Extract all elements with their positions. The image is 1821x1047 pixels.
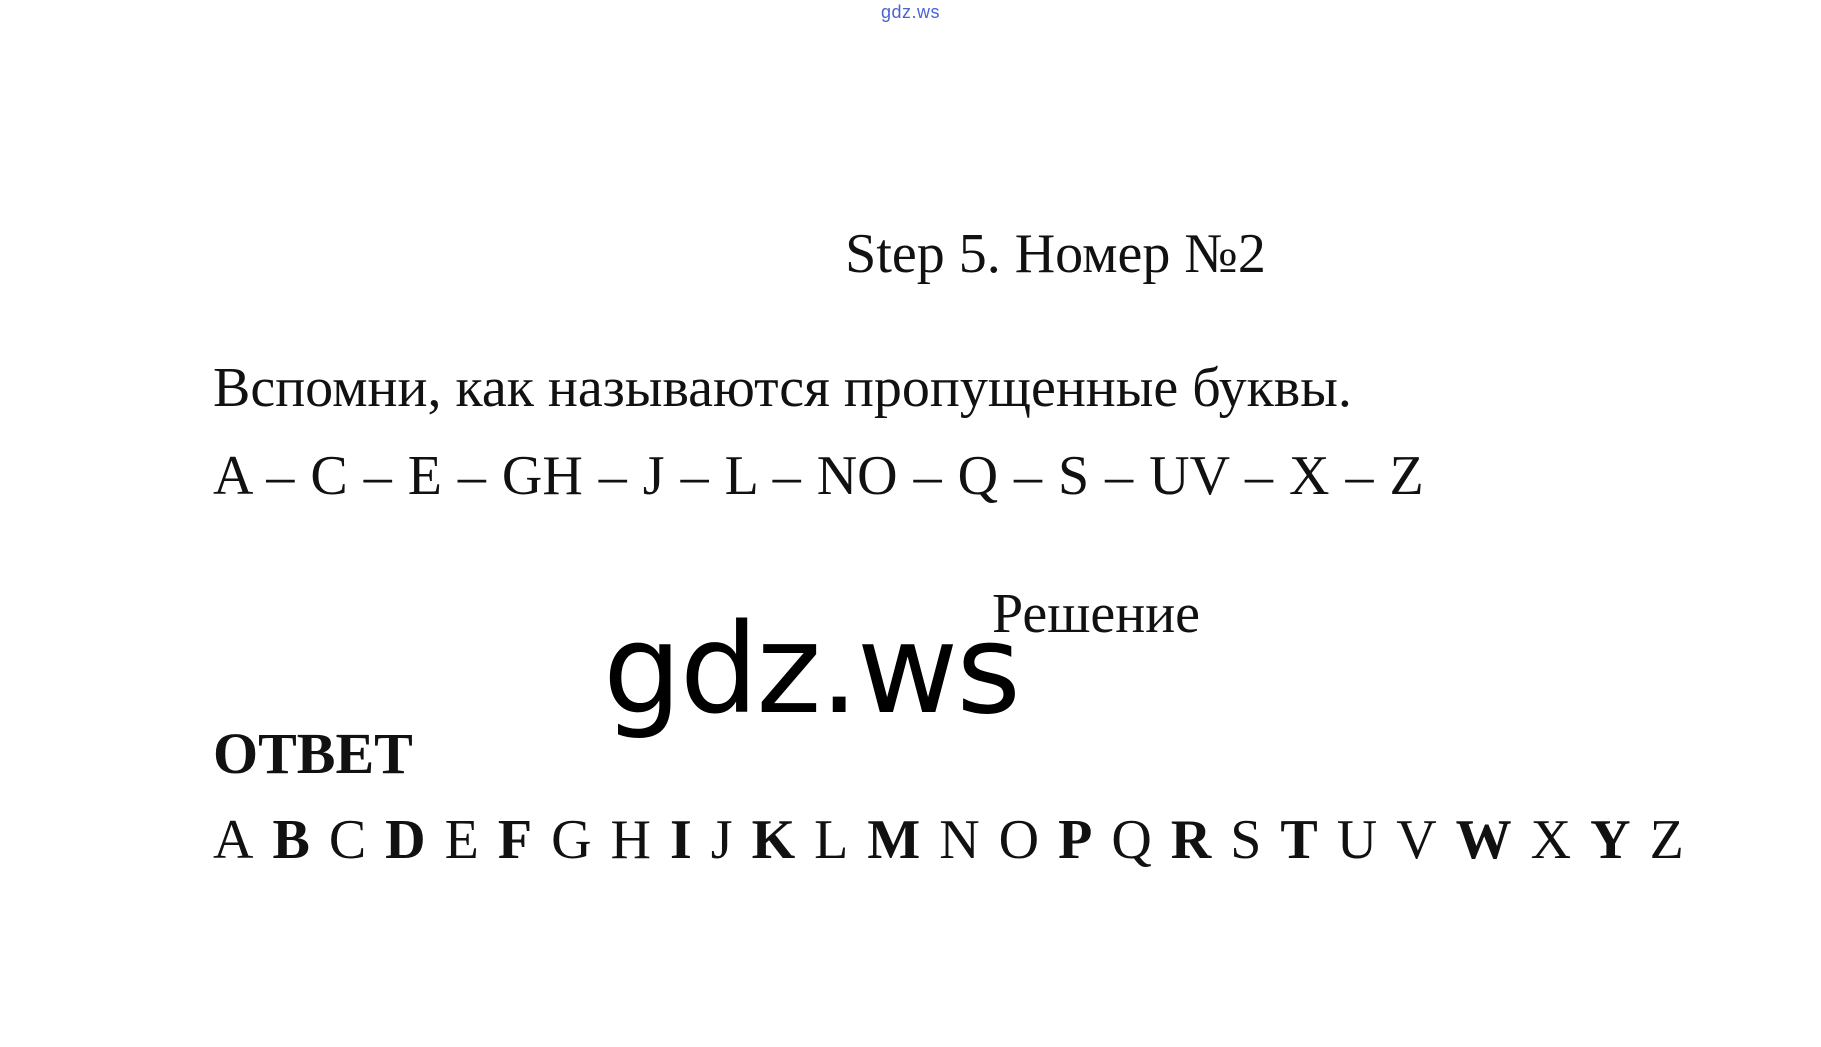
top-watermark-text: gdz.ws xyxy=(880,2,941,22)
alphabet-letter: I xyxy=(669,809,692,871)
answer-heading: ОТВЕТ xyxy=(213,721,413,786)
answer-alphabet xyxy=(213,808,1684,872)
alphabet-letter: N xyxy=(939,809,980,871)
alphabet-letter: Q xyxy=(1111,809,1152,871)
alphabet-letter: C xyxy=(328,809,367,871)
alphabet-letter: T xyxy=(1280,809,1318,871)
alphabet-letter: Z xyxy=(1649,809,1684,871)
solution-label: Решение xyxy=(992,583,1201,645)
alphabet-letter: M xyxy=(867,809,921,871)
alphabet-letter: D xyxy=(385,809,426,871)
alphabet-letter: J xyxy=(710,809,733,871)
alphabet-letter: K xyxy=(751,809,796,871)
task-instruction: Вспомни, как называются пропущенные буквы. xyxy=(213,357,1352,419)
alphabet-letter: A xyxy=(213,809,254,871)
alphabet-letter: F xyxy=(497,809,533,871)
alphabet-letter: X xyxy=(1530,809,1572,871)
alphabet-letter: H xyxy=(610,809,651,871)
alphabet-letter: U xyxy=(1336,809,1378,871)
alphabet-letter: Y xyxy=(1590,809,1631,871)
alphabet-letter: G xyxy=(551,809,592,871)
alphabet-letter: E xyxy=(444,809,479,871)
alphabet-letter: L xyxy=(814,809,849,871)
page-title: Step 5. Номер №2 xyxy=(845,223,1266,285)
alphabet-letter: R xyxy=(1170,809,1212,871)
alphabet-letter: W xyxy=(1455,809,1512,871)
alphabet-letter: S xyxy=(1230,809,1262,871)
letter-sequence: A – C – E – GH – J – L – NO – Q – S – UV – X – Z xyxy=(213,445,1424,507)
watermark-logo: gdz.ws xyxy=(603,598,1019,742)
alphabet-letter: V xyxy=(1396,809,1437,871)
alphabet-letter: B xyxy=(272,809,310,871)
alphabet-letter: P xyxy=(1058,809,1093,871)
alphabet-letter: O xyxy=(998,809,1040,871)
